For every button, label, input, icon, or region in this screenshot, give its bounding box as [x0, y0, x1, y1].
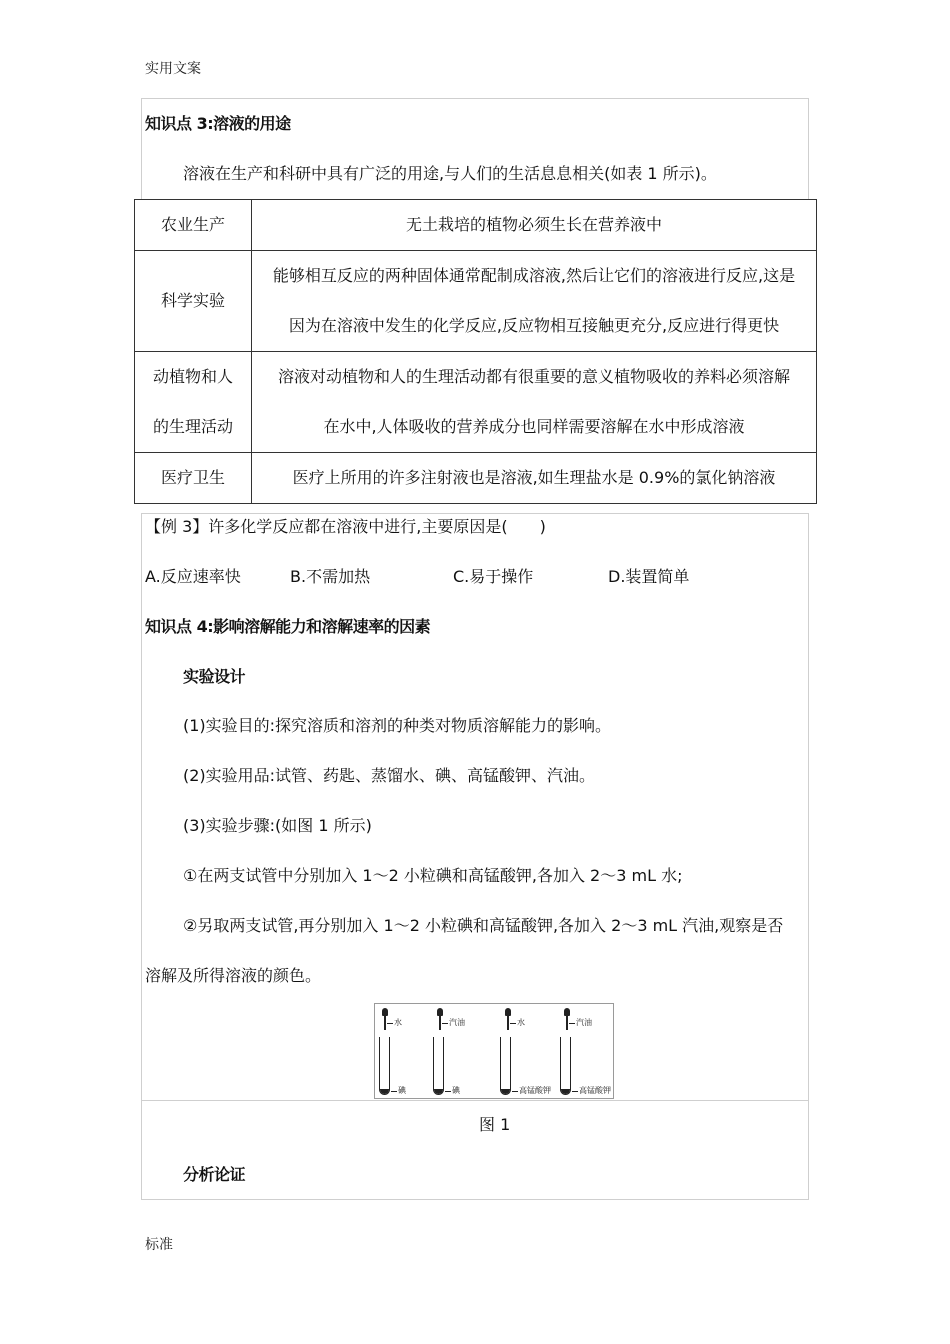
- figure-caption: 图 1: [479, 1115, 511, 1134]
- fig-bottom-label: 碘: [398, 1086, 406, 1095]
- table-key: 医疗卫生: [135, 453, 252, 504]
- fig-bottom-label: 高锰酸钾: [579, 1086, 611, 1095]
- fig-top-label: 汽油: [449, 1018, 465, 1027]
- option-c: C.易于操作: [453, 567, 534, 586]
- kp4-p1: (1)实验目的:探究溶质和溶剂的种类对物质溶解能力的影响。: [183, 716, 612, 735]
- table-value: 无土栽培的植物必须生长在营养液中: [252, 200, 817, 251]
- option-d: D.装置简单: [608, 567, 690, 586]
- table-value: 医疗上所用的许多注射液也是溶液,如生理盐水是 0.9%的氯化钠溶液: [252, 453, 817, 504]
- analysis-heading: 分析论证: [183, 1165, 246, 1184]
- fig-bottom-label: 碘: [452, 1086, 460, 1095]
- uses-table: [134, 199, 817, 504]
- table-value: 能够相互反应的两种固体通常配制成溶液,然后让它们的溶液进行反应,这是 因为在溶液中发生的化学反应,反应物相互接触更充分,反应进行得更快: [252, 251, 817, 352]
- fig-bottom-label: 高锰酸钾: [519, 1086, 551, 1095]
- fig-top-label: 水: [517, 1018, 525, 1027]
- kp4-p4: ①在两支试管中分别加入 1～2 小粒碘和高锰酸钾,各加入 2～3 mL 水;: [183, 866, 683, 885]
- table-key: 动植物和人 的生理活动: [135, 352, 252, 453]
- test-tube-icon: [500, 1037, 511, 1095]
- kp4-subtitle: 实验设计: [183, 667, 246, 686]
- test-tube-icon: [560, 1037, 571, 1095]
- table-row: [135, 453, 817, 504]
- table-value: 溶液对动植物和人的生理活动都有很重要的意义植物吸收的养料必须溶解 在水中,人体吸收的营养成分也同样需要溶解在水中形成溶液: [252, 352, 817, 453]
- figure-test-tubes: [374, 1003, 614, 1099]
- test-tube-icon: [379, 1037, 390, 1095]
- dropper-icon: [437, 1008, 443, 1030]
- dropper-icon: [564, 1008, 570, 1030]
- option-a: A.反应速率快: [145, 567, 241, 586]
- table-key: 农业生产: [135, 200, 252, 251]
- kp3-intro: 溶液在生产和科研中具有广泛的用途,与人们的生活息息相关(如表 1 所示)。: [183, 164, 717, 183]
- page-footer: 标准: [145, 1237, 173, 1253]
- test-tube-icon: [433, 1037, 444, 1095]
- kp4-p3: (3)实验步骤:(如图 1 所示): [183, 816, 372, 835]
- kp3-title: 知识点 3:溶液的用途: [145, 114, 291, 133]
- caption-box: [141, 1100, 809, 1200]
- kp4-title: 知识点 4:影响溶解能力和溶解速率的因素: [145, 617, 431, 636]
- kp4-p5: ②另取两支试管,再分别加入 1～2 小粒碘和高锰酸钾,各加入 2～3 mL 汽油,观察是否: [183, 916, 784, 935]
- table-key: 科学实验: [135, 251, 252, 352]
- table-row: [135, 352, 817, 453]
- table-row: [135, 200, 817, 251]
- table-row: [135, 251, 817, 352]
- kp4-p2: (2)实验用品:试管、药匙、蒸馏水、碘、高锰酸钾、汽油。: [183, 766, 596, 785]
- example-question: 【例 3】许多化学反应都在溶液中进行,主要原因是( ): [145, 517, 546, 536]
- fig-top-label: 汽油: [576, 1018, 592, 1027]
- kp4-p5-cont: 溶解及所得溶液的颜色。: [145, 966, 322, 985]
- page-header: 实用文案: [145, 61, 201, 77]
- dropper-icon: [505, 1008, 511, 1030]
- option-b: B.不需加热: [290, 567, 371, 586]
- fig-top-label: 水: [394, 1018, 402, 1027]
- dropper-icon: [382, 1008, 388, 1030]
